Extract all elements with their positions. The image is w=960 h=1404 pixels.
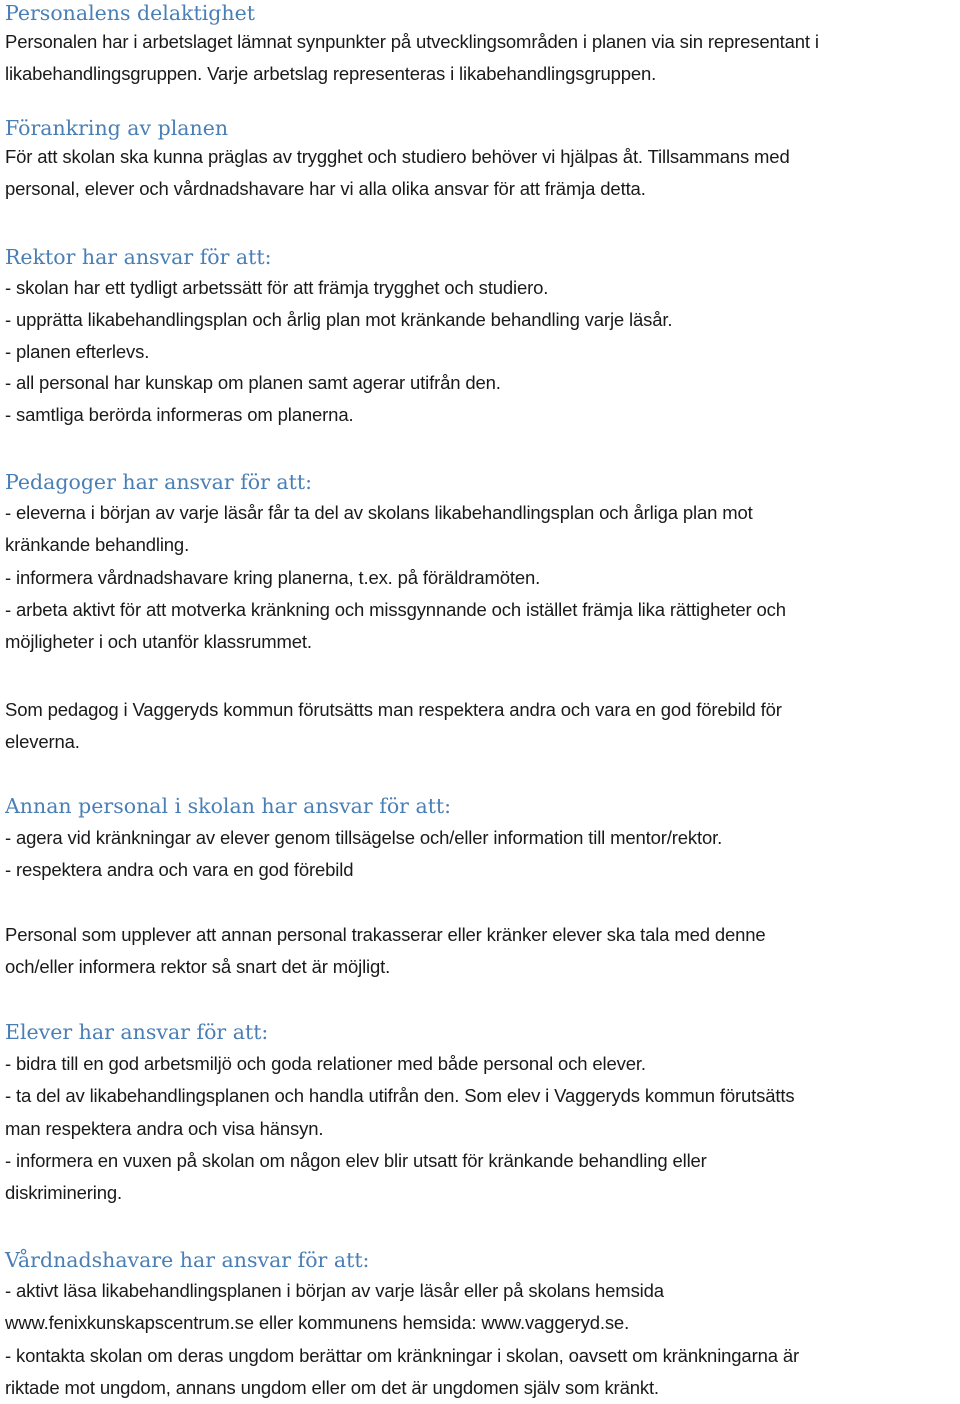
section-body xyxy=(5,1048,794,1209)
section-personalens-delaktighet xyxy=(5,0,255,26)
section-vardnadshavare xyxy=(5,1247,369,1273)
section-heading: Vårdnadshavare har ansvar för att: xyxy=(5,1248,370,1272)
section-pedagoger xyxy=(5,469,312,495)
section-body xyxy=(5,822,722,887)
list-item: diskriminering. xyxy=(5,1182,123,1204)
section-personal-paragraph xyxy=(5,919,766,984)
section-heading: Rektor har ansvar för att: xyxy=(5,245,272,269)
section-forankring xyxy=(5,115,228,141)
list-item: - all personal har kunskap om planen samt agerar utifrån den. xyxy=(5,372,501,394)
body-line: eleverna. xyxy=(5,731,80,753)
section-body xyxy=(5,1275,799,1404)
list-item: kränkande behandling. xyxy=(5,534,190,556)
section-heading: Elever har ansvar för att: xyxy=(5,1020,269,1044)
body-line: Personalen har i arbetslaget lämnat synpunkter på utvecklingsområden i planen via sin representant i xyxy=(5,31,819,52)
section-pedagog-paragraph xyxy=(5,694,782,759)
list-item: möjligheter i och utanför klassrummet. xyxy=(5,631,312,653)
section-body xyxy=(5,26,819,91)
list-item: - informera vårdnadshavare kring planerna, t.ex. på föräldramöten. xyxy=(5,566,541,588)
section-rektor xyxy=(5,244,272,270)
list-item: - aktivt läsa likabehandlingsplanen i början av varje läsår eller på skolans hemsida xyxy=(5,1280,664,1301)
section-annan-personal xyxy=(5,793,451,819)
body-line: Personal som upplever att annan personal trakasserar eller kränker elever ska tala med denne xyxy=(5,924,766,945)
section-body xyxy=(5,141,790,206)
list-item: - eleverna i början av varje läsår får ta del av skolans likabehandlingsplan och årliga plan mot xyxy=(5,502,753,523)
body-line: För att skolan ska kunna präglas av trygghet och studiero behöver vi hjälpas åt. Tillsammans med xyxy=(5,146,790,167)
list-item: man respektera andra och visa hänsyn. xyxy=(5,1117,324,1139)
list-item: - planen efterlevs. xyxy=(5,340,150,362)
list-item: - ta del av likabehandlingsplanen och handla utifrån den. Som elev i Vaggeryds kommun förutsätts xyxy=(5,1085,795,1107)
body-line: likabehandlingsgruppen. Varje arbetslag representeras i likabehandlingsgruppen. xyxy=(5,63,657,85)
list-item: - upprätta likabehandlingsplan och årlig plan mot kränkande behandling varje läsår. xyxy=(5,308,673,330)
section-heading: Annan personal i skolan har ansvar för att: xyxy=(5,794,452,818)
section-elever xyxy=(5,1019,268,1045)
body-line: Som pedagog i Vaggeryds kommun förutsätts man respektera andra och vara en god förebild för xyxy=(5,699,782,720)
list-item: - informera en vuxen på skolan om någon elev blir utsatt för kränkande behandling eller xyxy=(5,1149,707,1171)
list-item: riktade mot ungdom, annans ungdom eller om det är ungdomen själv som kränkt. xyxy=(5,1376,659,1398)
body-line: och/eller informera rektor så snart det är möjligt. xyxy=(5,956,391,978)
section-body xyxy=(5,497,786,658)
list-item: www.fenixkunskapscentrum.se eller kommunens hemsida: www.vaggeryd.se. xyxy=(5,1312,630,1334)
list-item: - kontakta skolan om deras ungdom berättar om kränkningar i skolan, oavsett om kränkningarna är xyxy=(5,1344,799,1366)
body-line: personal, elever och vårdnadshavare har vi alla olika ansvar för att främja detta. xyxy=(5,178,646,200)
list-item: - agera vid kränkningar av elever genom tillsägelse och/eller information till mentor/rektor. xyxy=(5,827,723,848)
list-item: - samtliga berörda informeras om planerna. xyxy=(5,404,354,426)
list-item: - bidra till en god arbetsmiljö och goda relationer med både personal och elever. xyxy=(5,1053,646,1074)
section-heading: Personalens delaktighet xyxy=(5,1,255,25)
list-item: - respektera andra och vara en god förebild xyxy=(5,859,354,881)
section-heading: Förankring av planen xyxy=(5,116,229,140)
section-body xyxy=(5,272,672,431)
section-heading: Pedagoger har ansvar för att: xyxy=(5,470,313,494)
list-item: - arbeta aktivt för att motverka kränkning och missgynnande och istället främja lika rättigheter och xyxy=(5,598,786,620)
list-item: - skolan har ett tydligt arbetssätt för att främja trygghet och studiero. xyxy=(5,277,549,298)
